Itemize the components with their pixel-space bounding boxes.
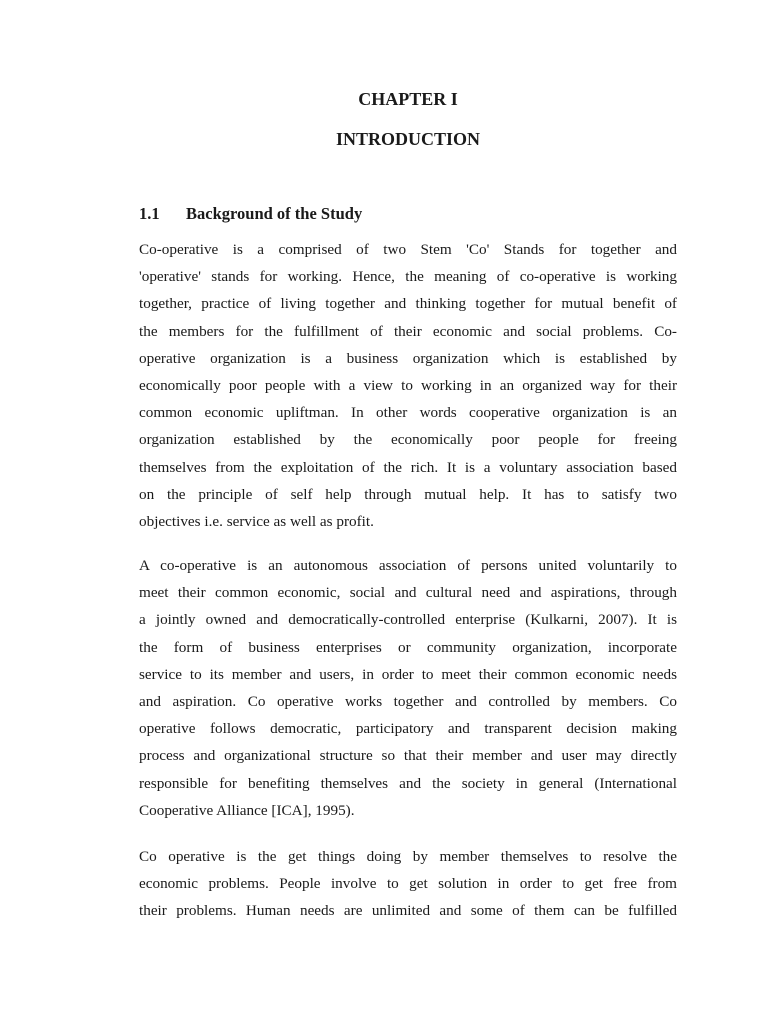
section-heading <box>139 204 362 224</box>
text-line: 'operative' stands for working. Hence, the meaning of co-operative is working <box>139 268 677 286</box>
text-line: economically poor people with a view to working in an organized way for their <box>139 376 677 394</box>
text-line: the form of business enterprises or community organization, incorporate <box>139 638 677 656</box>
paragraph-3 <box>139 843 677 925</box>
text-line: on the principle of self help through mutual help. It has to satisfy two <box>139 485 677 503</box>
text-line: objectives i.e. service as well as profit. <box>139 512 374 530</box>
chapter-title: INTRODUCTION <box>335 129 481 149</box>
text-line: a jointly owned and democratically-controlled enterprise (Kulkarni, 2007). It is <box>139 611 677 629</box>
text-line: themselves from the exploitation of the rich. It is a voluntary association based <box>139 458 677 476</box>
text-line: Cooperative Alliance [ICA], 1995). <box>139 801 355 819</box>
text-line: together, practice of living together and thinking together for mutual benefit of <box>139 295 677 313</box>
paragraph-2 <box>139 552 677 824</box>
text-line: common economic upliftman. In other words cooperative organization is an <box>139 404 677 422</box>
text-line: A co-operative is an autonomous association of persons united voluntarily to <box>139 557 677 574</box>
text-line: service to its member and users, in order to meet their common economic needs <box>139 665 677 683</box>
text-line: economic problems. People involve to get solution in order to get free from <box>139 875 677 893</box>
text-line: their problems. Human needs are unlimited and some of them can be fulfilled <box>139 902 677 920</box>
text-line: Co operative is the get things doing by member themselves to resolve the <box>139 848 677 865</box>
text-line: meet their common economic, social and cultural need and aspirations, through <box>139 584 677 602</box>
text-line: operative follows democratic, participatory and transparent decision making <box>139 720 677 738</box>
text-line: operative organization is a business organization which is established by <box>139 349 677 367</box>
text-line: process and organizational structure so that their member and user may directly <box>139 747 677 765</box>
text-line: responsible for benefiting themselves and the society in general (International <box>139 774 677 792</box>
chapter-number: CHAPTER I <box>358 89 458 109</box>
text-line: Co-operative is a comprised of two Stem 'Co' Stands for together and <box>139 241 677 258</box>
paragraph-1 <box>139 236 677 535</box>
text-line: the members for the fulfillment of their economic and social problems. Co- <box>139 322 677 340</box>
text-line: and aspiration. Co operative works together and controlled by members. Co <box>139 692 677 710</box>
section-number: 1.1 <box>139 204 160 223</box>
text-line: organization established by the economically poor people for freeing <box>139 431 677 449</box>
section-title: Background of the Study <box>186 204 363 223</box>
